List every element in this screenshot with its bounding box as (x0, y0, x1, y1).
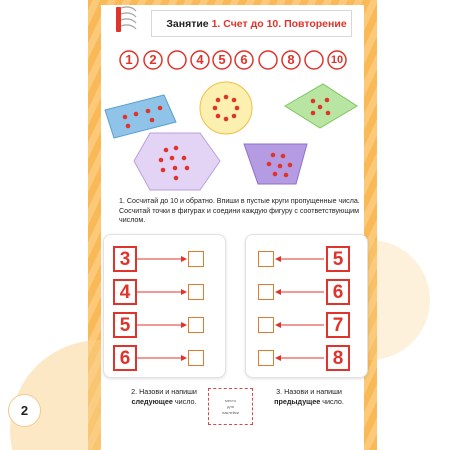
caption-bold: предыдущее (274, 396, 321, 406)
caption-line (108, 397, 220, 407)
caption-line (253, 397, 365, 407)
caption-line: 3. Назови и напиши (276, 387, 342, 396)
number-label: 6 (240, 52, 248, 67)
number-label: 2 (149, 52, 157, 67)
given-number-box: 6 (113, 345, 137, 371)
title-number: 1. (211, 18, 221, 30)
caption-next (108, 387, 220, 406)
number-label: 4 (196, 52, 204, 67)
caption-bold: следующее (131, 396, 173, 406)
sticker-placeholder (208, 388, 253, 425)
number-label: 1 (125, 52, 133, 67)
given-number-box: 4 (113, 279, 137, 305)
number-label: 10 (330, 54, 344, 66)
title-topic: Счет до 10. Повторение (223, 18, 347, 30)
task-instructions: 1. Сосчитай до 10 и обратно. Впиши в пустые круги пропущенные числа. Сосчитай точки в фигурах и соедини каждую фигуру с соответствующим числом. (119, 197, 360, 225)
caption-previous (253, 387, 365, 406)
given-number-box: 6 (326, 279, 350, 305)
given-number-box: 7 (326, 312, 350, 338)
title-prefix: Занятие (166, 18, 209, 30)
given-number-box: 5 (113, 312, 137, 338)
page-number: 2 (8, 394, 41, 427)
sticker-text: наклейки (221, 410, 239, 415)
caption-tail: число. (320, 396, 344, 406)
caption-line: 2. Назови и напиши (131, 387, 197, 396)
given-number-box: 8 (326, 345, 350, 371)
given-number-box: 3 (113, 246, 137, 272)
sticker-text: для (227, 404, 234, 409)
given-number-box: 5 (326, 246, 350, 272)
sticker-text: место (225, 398, 236, 403)
number-label: 8 (287, 52, 295, 67)
number-label: 5 (218, 52, 226, 67)
caption-tail: число. (172, 396, 197, 406)
